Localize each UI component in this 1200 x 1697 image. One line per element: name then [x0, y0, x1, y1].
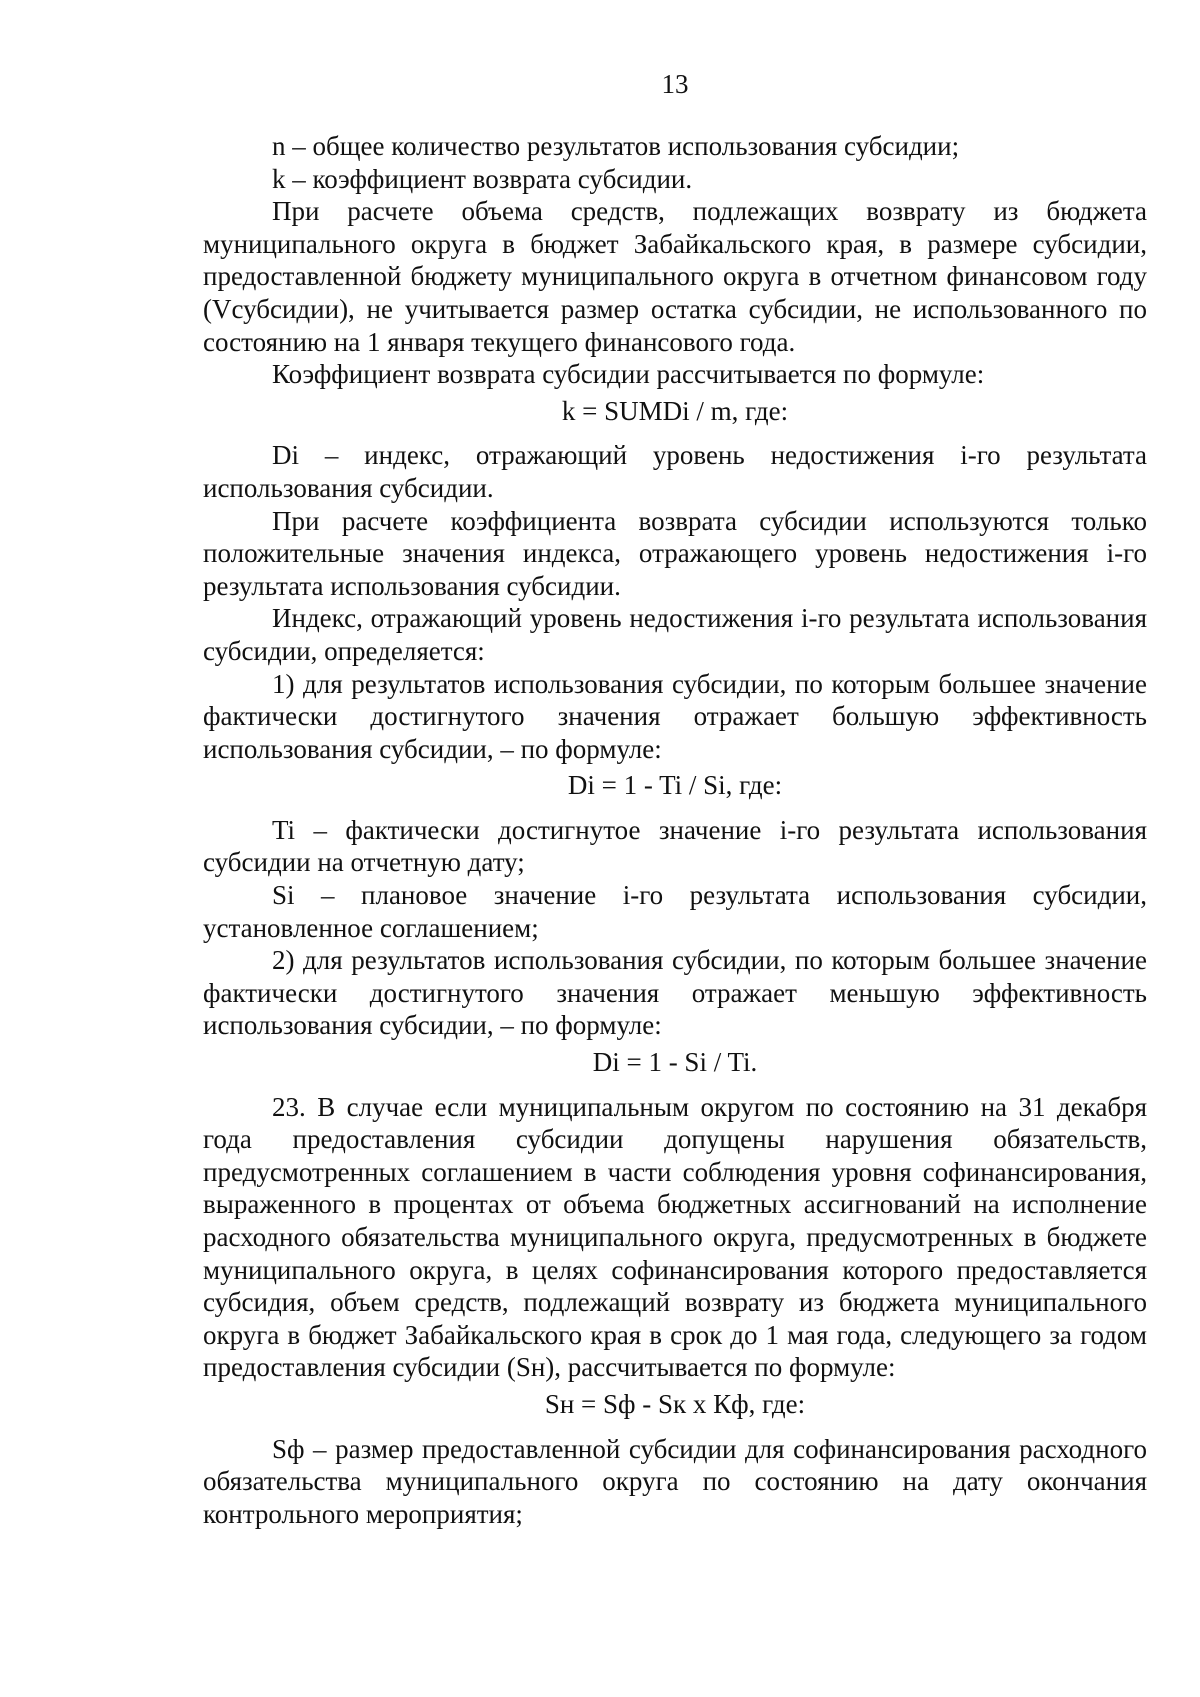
formula-di-2: Di = 1 - Si / Ti.: [592, 1047, 758, 1078]
page-number: 13: [661, 69, 689, 99]
paragraph-k-definition: k – коэффициент возврата субсидии.: [272, 163, 693, 194]
formula-di-1: Di = 1 - Ti / Si, где:: [567, 770, 783, 801]
paragraph-index-determined: Индекс, отражающий уровень недостижения i-го результата использования субсидии, определяется:: [203, 603, 1147, 666]
formula-k: k = SUMDi / m, где:: [561, 395, 789, 426]
paragraph-item-23: 23. В случае если муниципальным округом по состоянию на 31 декабря года предоставления субсидии допущены нарушения обязательств, предусмотренных соглашением в части соблюдения уровня софинансирования, выраженного в процентах от объема бюджетных ассигнований на исполнение расходного обязательства муниципального округа, предусмотренных в бюджете муниципального округа, в целях софинансирования которого предоставляется субсидия, объем средств, подлежащий возврату из бюджета муниципального округа в бюджет Забайкальского края в срок до 1 мая года, следующего за годом предоставления субсидии (Sн), рассчитывается по формуле:: [203, 1091, 1147, 1383]
formula-sn: Sн = Sф - Sк x Кф, где:: [544, 1388, 806, 1419]
paragraph-remainder-note: При расчете объема средств, подлежащих возврату из бюджета муниципального округа в бюджет Забайкальского края, в размере субсидии, предоставленной бюджету муниципального округа в отчетном финансовом году (Vсубсидии), не учитывается размер остатка субсидии, не использованного по состоянию на 1 января текущего финансового года.: [203, 196, 1147, 357]
document-page: [203, 68, 1147, 1530]
paragraph-si-definition: Si – плановое значение i-го результата использования субсидии, установленное соглашением;: [203, 880, 1147, 943]
paragraph-coefficient-intro: Коэффициент возврата субсидии рассчитывается по формуле:: [272, 359, 985, 390]
paragraph-sf-definition: Sф – размер предоставленной субсидии для софинансирования расходного обязательства муниципального округа по состоянию на дату окончания контрольного мероприятия;: [203, 1433, 1147, 1529]
paragraph-positive-values: При расчете коэффициента возврата субсидии используются только положительные значения индекса, отражающего уровень недостижения i-го результата использования субсидии.: [203, 505, 1147, 601]
paragraph-case-1: 1) для результатов использования субсидии, по которым большее значение фактически достигнутого значения отражает большую эффективность использования субсидии, – по формуле:: [203, 668, 1147, 764]
paragraph-ti-definition: Ti – фактически достигнутое значение i-го результата использования субсидии на отчетную дату;: [203, 814, 1147, 878]
paragraph-n-definition: n – общее количество результатов использования субсидии;: [272, 131, 960, 161]
paragraph-di-definition: Di – индекс, отражающий уровень недостижения i-го результата использования субсидии.: [203, 440, 1147, 503]
paragraph-case-2: 2) для результатов использования субсидии, по которым большее значение фактически достигнутого значения отражает меньшую эффективность использования субсидии, – по формуле:: [203, 945, 1147, 1041]
